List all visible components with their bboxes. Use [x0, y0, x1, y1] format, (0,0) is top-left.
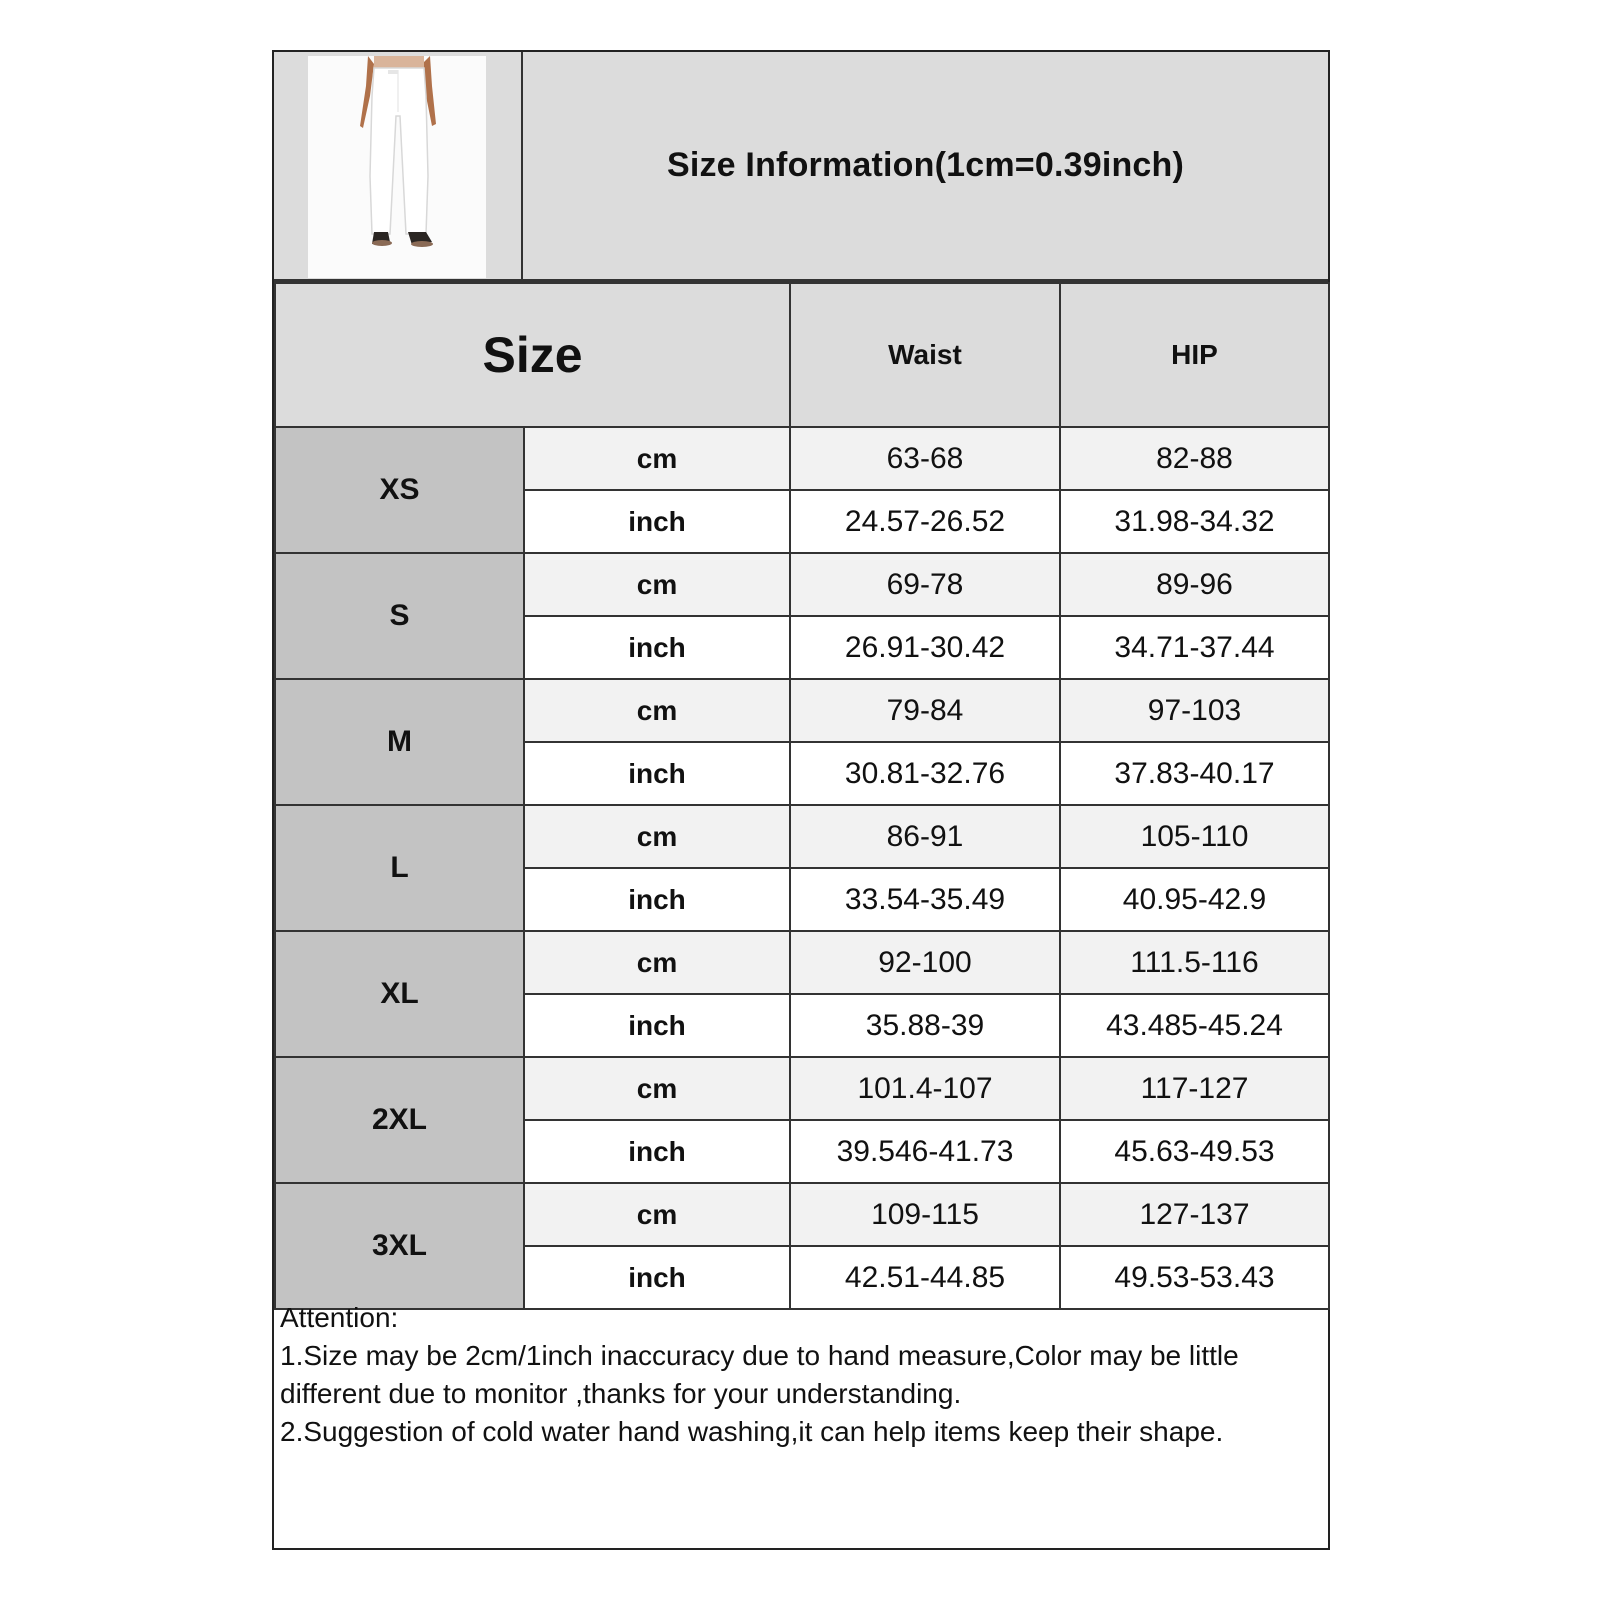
size-label: XL — [275, 931, 524, 1057]
size-row-cm — [275, 931, 1329, 994]
hip-value: 82-88 — [1060, 427, 1329, 490]
hip-value: 49.53-53.43 — [1060, 1246, 1329, 1309]
size-header: Size — [275, 283, 790, 427]
hip-value: 31.98-34.32 — [1060, 490, 1329, 553]
attention-note — [280, 1299, 1320, 1451]
unit-label: cm — [524, 1057, 790, 1120]
unit-label: inch — [524, 742, 790, 805]
unit-label: inch — [524, 994, 790, 1057]
unit-label: cm — [524, 805, 790, 868]
unit-label: cm — [524, 679, 790, 742]
white-pants-model-icon — [308, 56, 486, 278]
waist-value: 86-91 — [790, 805, 1060, 868]
hip-header: HIP — [1060, 283, 1329, 427]
size-table — [274, 282, 1330, 1310]
waist-value: 69-78 — [790, 553, 1060, 616]
waist-value: 35.88-39 — [790, 994, 1060, 1057]
product-photo — [308, 56, 486, 278]
hip-value: 111.5-116 — [1060, 931, 1329, 994]
unit-label: cm — [524, 553, 790, 616]
hip-value: 43.485-45.24 — [1060, 994, 1329, 1057]
hip-value: 127-137 — [1060, 1183, 1329, 1246]
waist-value: 39.546-41.73 — [790, 1120, 1060, 1183]
hip-value: 117-127 — [1060, 1057, 1329, 1120]
unit-label: inch — [524, 1246, 790, 1309]
attention-heading: Attention: — [280, 1302, 399, 1333]
waist-value: 92-100 — [790, 931, 1060, 994]
hip-value: 40.95-42.9 — [1060, 868, 1329, 931]
waist-value: 33.54-35.49 — [790, 868, 1060, 931]
unit-label: inch — [524, 490, 790, 553]
waist-value: 24.57-26.52 — [790, 490, 1060, 553]
attention-line-2: 2.Suggestion of cold water hand washing,it can help items keep their shape. — [280, 1416, 1224, 1447]
hip-value: 89-96 — [1060, 553, 1329, 616]
hip-value: 45.63-49.53 — [1060, 1120, 1329, 1183]
size-label: 2XL — [275, 1057, 524, 1183]
unit-label: cm — [524, 1183, 790, 1246]
waist-value: 30.81-32.76 — [790, 742, 1060, 805]
unit-label: cm — [524, 427, 790, 490]
size-row-cm — [275, 427, 1329, 490]
column-header-row — [275, 283, 1329, 427]
waist-value: 42.51-44.85 — [790, 1246, 1060, 1309]
unit-label: inch — [524, 868, 790, 931]
waist-value: 26.91-30.42 — [790, 616, 1060, 679]
size-label: 3XL — [275, 1183, 524, 1309]
hip-value: 105-110 — [1060, 805, 1329, 868]
size-chart — [272, 50, 1330, 1550]
attention-line-1: 1.Size may be 2cm/1inch inaccuracy due to hand measure,Color may be little different due to monitor ,thanks for your understanding. — [280, 1340, 1239, 1409]
size-row-cm — [275, 679, 1329, 742]
unit-label: inch — [524, 1120, 790, 1183]
unit-label: inch — [524, 616, 790, 679]
size-row-cm — [275, 1183, 1329, 1246]
chart-title-cell — [523, 52, 1328, 282]
waist-value: 63-68 — [790, 427, 1060, 490]
hip-value: 37.83-40.17 — [1060, 742, 1329, 805]
chart-title: Size Information(1cm=0.39inch) — [666, 146, 1185, 184]
unit-label: cm — [524, 931, 790, 994]
product-image-cell — [274, 52, 523, 282]
size-row-cm — [275, 1057, 1329, 1120]
hip-value: 34.71-37.44 — [1060, 616, 1329, 679]
size-label: XS — [275, 427, 524, 553]
hip-value: 97-103 — [1060, 679, 1329, 742]
size-label: S — [275, 553, 524, 679]
size-label: M — [275, 679, 524, 805]
waist-value: 101.4-107 — [790, 1057, 1060, 1120]
waist-header: Waist — [790, 283, 1060, 427]
size-label: L — [275, 805, 524, 931]
waist-value: 109-115 — [790, 1183, 1060, 1246]
size-row-cm — [275, 805, 1329, 868]
size-row-cm — [275, 553, 1329, 616]
waist-value: 79-84 — [790, 679, 1060, 742]
